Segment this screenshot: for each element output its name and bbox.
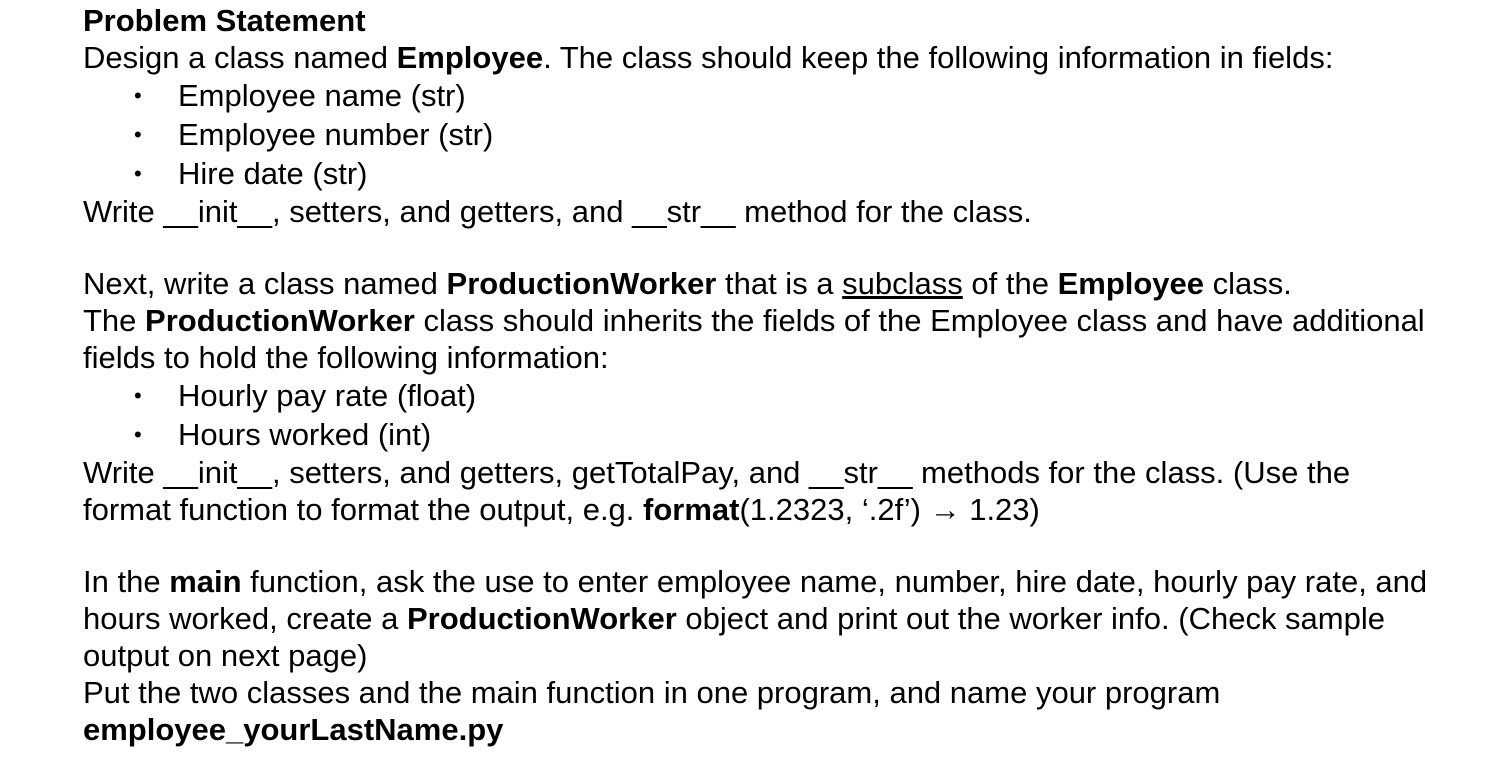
text-run: of the bbox=[962, 266, 1058, 301]
text-run: class. bbox=[1204, 266, 1292, 301]
bullet-text: Hourly pay rate (float) bbox=[178, 378, 477, 413]
bullet-dot-icon: • bbox=[134, 161, 142, 186]
bold-class-name: ProductionWorker bbox=[406, 601, 677, 636]
bullet-dot-icon: • bbox=[134, 383, 142, 408]
text-run: hours worked, create a bbox=[83, 601, 407, 636]
bullet-item bbox=[83, 154, 1493, 193]
bullet-dot-icon: • bbox=[134, 422, 142, 447]
inheritance-line bbox=[83, 302, 1493, 339]
employee-methods-line: Write __init__, setters, and getters, and __str__ method for the class. bbox=[83, 194, 1032, 229]
sample-output-line: output on next page) bbox=[83, 638, 368, 673]
bullet-text: Hire date (str) bbox=[178, 156, 368, 191]
paragraph-gap bbox=[83, 528, 1493, 563]
bullet-item bbox=[83, 376, 1493, 415]
text-run: function, ask the use to enter employee name, number, hire date, hourly pay rate, and bbox=[241, 564, 1428, 599]
bold-class-name: ProductionWorker bbox=[446, 266, 717, 301]
text-run: (1.2323, ‘.2f’) → 1.23) bbox=[739, 492, 1040, 527]
worker-methods-line: Write __init__, setters, and getters, getTotalPay, and __str__ methods for the class. (Use the bbox=[83, 455, 1351, 490]
bullet-text: Employee name (str) bbox=[178, 78, 466, 113]
main-function-line bbox=[83, 563, 1493, 600]
format-example-line bbox=[83, 491, 1493, 528]
text-run: class should inherits the fields of the Employee class and have additional bbox=[414, 303, 1425, 338]
text-run: In the bbox=[83, 564, 170, 599]
text-run: Design a class named bbox=[83, 40, 397, 75]
bullet-item bbox=[83, 115, 1493, 154]
underlined-term: subclass bbox=[842, 266, 963, 301]
bullet-dot-icon: • bbox=[134, 122, 142, 147]
bullet-dot-icon: • bbox=[134, 83, 142, 108]
bullet-text: Employee number (str) bbox=[178, 117, 494, 152]
bold-class-name: Employee bbox=[1057, 266, 1205, 301]
bullet-item bbox=[83, 415, 1493, 454]
bold-class-name: Employee bbox=[396, 40, 544, 75]
program-instruction-line: Put the two classes and the main function in one program, and name your program bbox=[83, 675, 1221, 710]
bold-function-name: format bbox=[643, 492, 740, 527]
employee-intro-line bbox=[83, 39, 1493, 76]
text-run: The bbox=[83, 303, 146, 338]
text-run: format function to format the output, e.g. bbox=[83, 492, 644, 527]
paragraph-gap bbox=[83, 230, 1493, 265]
bold-class-name: ProductionWorker bbox=[145, 303, 415, 338]
bullet-text: Hours worked (int) bbox=[178, 417, 432, 452]
text-run: object and print out the worker info. (Check sample bbox=[676, 601, 1385, 636]
document-body bbox=[83, 2, 1493, 748]
program-filename: employee_yourLastName.py bbox=[83, 712, 504, 747]
text-run: . The class should keep the following information in fields: bbox=[543, 40, 1334, 75]
text-run: that is a bbox=[716, 266, 843, 301]
bold-function-name: main bbox=[169, 564, 242, 599]
text-run: Next, write a class named bbox=[83, 266, 447, 301]
problem-heading: Problem Statement bbox=[83, 3, 366, 38]
create-object-line bbox=[83, 600, 1493, 637]
production-worker-intro-line bbox=[83, 265, 1493, 302]
bullet-item bbox=[83, 76, 1493, 115]
fields-line: fields to hold the following information: bbox=[83, 340, 609, 375]
